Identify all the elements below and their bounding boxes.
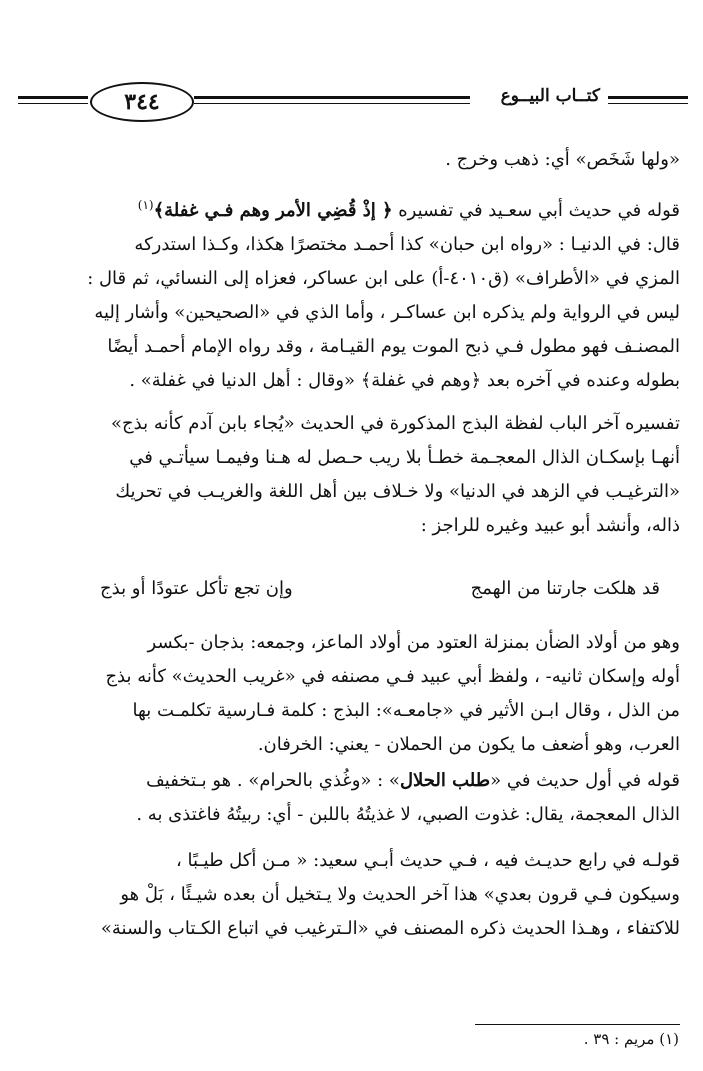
text-block-4 xyxy=(22,626,680,762)
page-header xyxy=(18,80,688,120)
text-line xyxy=(22,764,680,798)
header-rule-right xyxy=(608,96,688,99)
text-block-3 xyxy=(22,407,680,543)
text-run: » : «وغُذي بالحرام» . هو بـتخفيف xyxy=(146,770,400,791)
text-line: أنهـا بإسكـان الذال المعجـمة خطـأ بلا ريب حـصل له هـنا وفيمـا سيأتـي في xyxy=(129,447,680,468)
text-line: المصنـف فهو مطول فـي ذبح الموت يوم القيـامة ، وقد رواه الإمام أحمـد أيضًا xyxy=(107,336,680,357)
header-rule-middle-thin xyxy=(194,103,470,104)
page-number: ٣٤٤ xyxy=(90,82,194,122)
footnote-separator xyxy=(475,1024,680,1025)
footnote-ref: (١) xyxy=(137,198,154,212)
verse-hemistich-second: وإن تجع تأكل عتودًا أو بذج xyxy=(100,578,293,599)
header-rule-left-thin xyxy=(18,103,88,104)
text-line: قولـه في رابع حديـث فيه ، فـي حديث أبـي سعيد: « مـن أكل طيـبًا ، xyxy=(175,850,680,871)
text-line: العرب، وهو أضعف ما يكون من الحملان - يعني: الخرفان. xyxy=(257,734,680,755)
footnote: (١) مريم : ٣٩ . xyxy=(583,1030,679,1048)
text-line: وسيكون فـي قرون بعدي» هذا آخر الحديث ولا يـتخيل أن بعده شيـئًا ، بَلْ هو xyxy=(120,884,680,905)
header-rule-left xyxy=(18,96,88,99)
text-line: قال: في الدنيـا : «رواه ابن حبان» كذا أحمـد مختصرًا هكذا، وكـذا استدركه xyxy=(134,234,680,255)
text-line xyxy=(22,188,680,228)
text-line: من الذل ، وقال ابـن الأثير في «جامعـه»: البذج : كلمة فـارسية تكلمـت بها xyxy=(132,700,680,721)
header-rule-right-thin xyxy=(608,103,688,104)
verse-hemistich-first: قد هلكت جارتنا من الهمج xyxy=(470,578,660,599)
text-line: أوله وإسكان ثانيه- ، ولفظ أبي عبيد فـي مصنفه في «غريب الحديث» كأنه بذج xyxy=(105,666,680,687)
header-rule-middle xyxy=(194,96,470,99)
text-line: ذاله، وأنشد أبو عبيد وغيره للراجز : xyxy=(420,515,680,536)
quran-quote: ﴿ إذْ قُضِي الأمر وهم فـي غفلة﴾ xyxy=(153,200,393,221)
verse-line xyxy=(60,578,660,612)
book-title: كتــاب البيــوع xyxy=(500,86,600,106)
text-line: وهو من أولاد الضأن بمنزلة العتود من أولاد الماعز، وجمعه: بذجان -بكسر xyxy=(147,632,680,653)
text-block-6 xyxy=(22,844,680,946)
text-run: قوله في حديث أبي سعـيد في تفسيره xyxy=(392,200,680,221)
text-line: «ولها شَخَص» أي: ذهب وخرج . xyxy=(445,149,680,170)
text-line: المزي في «الأطراف» (ق٤٠١٠-أ) على ابن عساكر، فعزاه إلى النسائي، ثم قال : xyxy=(87,268,680,289)
text-line: ليس في الرواية ولم يذكره ابن عساكـر ، وأما الذي في «الصحيحين» وأشار إليه xyxy=(94,302,680,323)
text-line: «الترغيـب في الزهد في الدنيا» ولا خـلاف بين أهل اللغة والغريـب في تحريك xyxy=(115,481,680,502)
text-line: للاكتفاء ، وهـذا الحديث ذكره المصنف في «الـترغيب في اتباع الكـتاب والسنة» xyxy=(100,918,680,939)
chapter-name: طلب الحلال xyxy=(399,770,491,791)
text-block-2 xyxy=(22,188,680,398)
text-line: بطوله وعنده في آخره بعد ﴿وهم في غفلة﴾ «وقال : أهل الدنيا في غفلة» . xyxy=(129,370,680,391)
text-block-5 xyxy=(22,764,680,832)
text-line: الذال المعجمة، يقال: غذوت الصبي، لا غذيتُهُ باللبن - أي: ربيتُهُ فاغتذى به . xyxy=(136,804,680,825)
text-line: تفسيره آخر الباب لفظة البذج المذكورة في الحديث «يُجاء بابن آدم كأنه بذج» xyxy=(111,413,680,434)
text-run: قوله في أول حديث في « xyxy=(490,770,680,791)
text-block-1 xyxy=(22,143,680,177)
